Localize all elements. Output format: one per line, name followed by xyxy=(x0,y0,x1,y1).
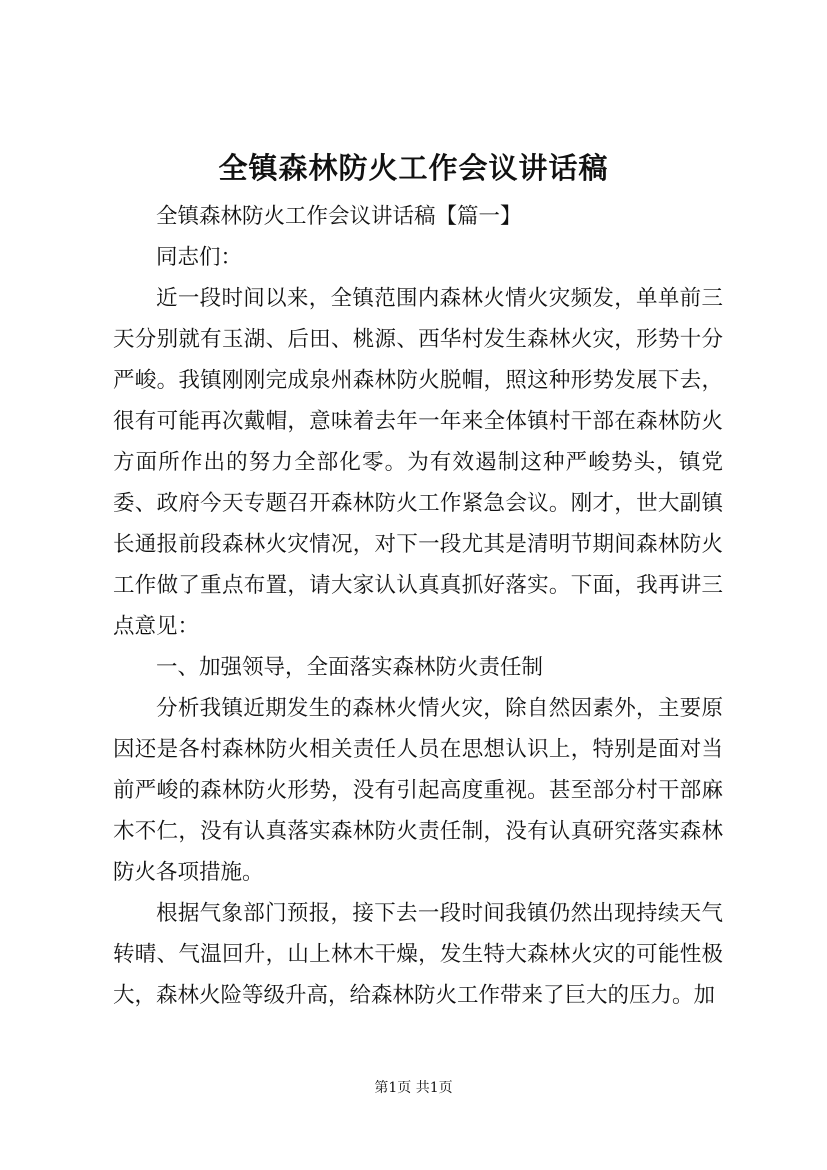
subsection-heading: 一、加强领导，全面落实森林防火责任制 xyxy=(156,655,544,680)
salutation: 同志们： xyxy=(156,245,243,270)
body-paragraph: 根据气象部门预报，接下去一段时间我镇仍然出现持续天气转晴、气温回升，山上林木干燥，发生特大森林火灾的可能性极大，森林火险等级升高，给森林防火工作带来了巨大的压力。加 xyxy=(113,901,723,1008)
body-paragraph: 近一段时间以来，全镇范围内森林火情火灾频发，单单前三天分别就有玉湖、后田、桃源、西华村发生森林火灾，形势十分严峻。我镇刚刚完成泉州森林防火脱帽，照这种形势发展下去，很有可能再次戴帽，意味着去年一年来全体镇村干部在森林防火方面所作出的努力全部化零。为有效遏制这种严峻势头，镇党委、政府今天专题召开森林防火工作紧急会议。刚才，世大副镇长通报前段森林火灾情况，对下一段尤其是清明节期间森林防火工作做了重点布置，请大家认认真真抓好落实。下面，我再讲三点意见： xyxy=(113,286,723,639)
page-number-footer: 第1页 共1页 xyxy=(374,1080,453,1096)
document-body xyxy=(113,196,723,1016)
document-title: 全镇森林防火工作会议讲话稿 xyxy=(218,151,609,185)
section-heading: 全镇森林防火工作会议讲话稿【篇一】 xyxy=(156,204,522,229)
body-paragraph: 分析我镇近期发生的森林火情火灾，除自然因素外，主要原因还是各村森林防火相关责任人员在思想认识上，特别是面对当前严峻的森林防火形势，没有引起高度重视。甚至部分村干部麻木不仁，没有认真落实森林防火责任制，没有认真研究落实森林防火各项措施。 xyxy=(113,696,723,885)
